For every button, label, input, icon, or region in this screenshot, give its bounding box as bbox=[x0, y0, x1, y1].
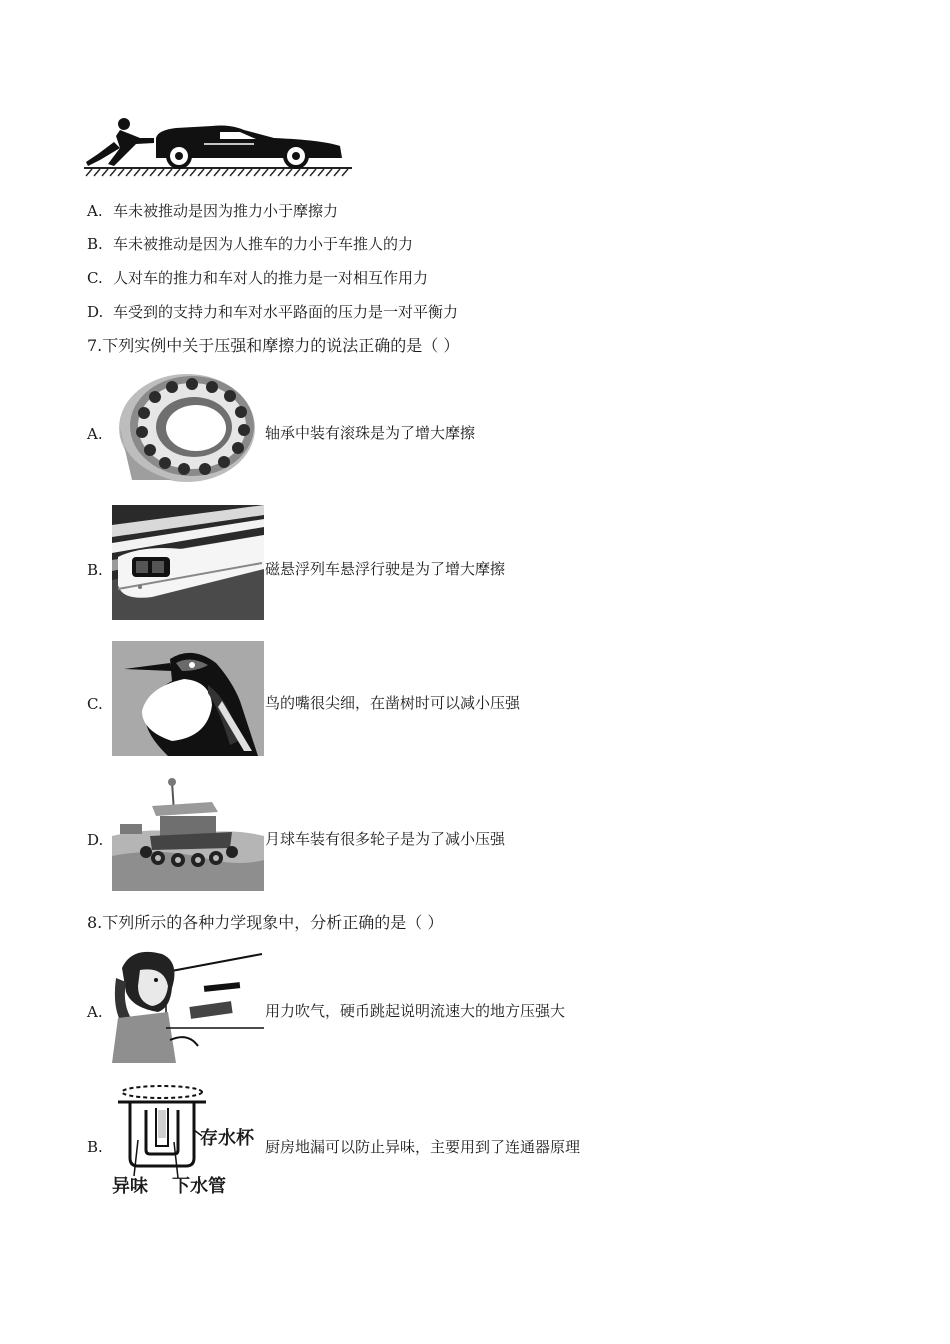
q8-option-b-letter: B. bbox=[87, 1138, 103, 1156]
q7-option-d-letter: D. bbox=[87, 831, 104, 849]
option-letter: A. bbox=[87, 202, 103, 220]
option-letter: D. bbox=[87, 303, 104, 321]
option-text: 车受到的支持力和车对水平路面的压力是一对平衡力 bbox=[113, 303, 459, 321]
q7-option-a-text: 轴承中装有滚珠是为了增大摩擦 bbox=[265, 424, 476, 442]
q7-option-b-text: 磁悬浮列车悬浮行驶是为了增大摩擦 bbox=[265, 560, 506, 578]
option-letter: C. bbox=[87, 269, 103, 287]
lunar-rover-image bbox=[112, 776, 264, 891]
person-pushing-car-figure bbox=[84, 116, 354, 180]
q7-option-b-letter: B. bbox=[87, 561, 103, 579]
q7-stem: 7.下列实例中关于压强和摩擦力的说法正确的是（ ） bbox=[87, 336, 460, 355]
maglev-train-image bbox=[112, 505, 264, 620]
option-text: 人对车的推力和车对人的推力是一对相互作用力 bbox=[113, 269, 429, 287]
q7-option-c-letter: C. bbox=[87, 695, 103, 713]
q6-option-d bbox=[87, 302, 458, 322]
drain-label-cup: 存水杯 bbox=[200, 1128, 254, 1149]
q7-option-c-text: 鸟的嘴很尖细，在凿树时可以减小压强 bbox=[265, 694, 521, 712]
q8-option-a-text: 用力吹气，硬币跳起说明流速大的地方压强大 bbox=[265, 1002, 566, 1020]
woodpecker-image bbox=[112, 641, 264, 756]
option-letter: B. bbox=[87, 235, 103, 253]
option-text: 车未被推动是因为推力小于摩擦力 bbox=[113, 202, 339, 220]
q6-option-a bbox=[87, 201, 338, 221]
q8-stem: 8.下列所示的各种力学现象中，分析正确的是（ ） bbox=[87, 913, 444, 932]
girl-blowing-coin-image bbox=[112, 948, 264, 1063]
drain-label-smell: 异味 bbox=[112, 1176, 148, 1197]
q8-option-b-text: 厨房地漏可以防止异味，主要用到了连通器原理 bbox=[265, 1138, 581, 1156]
q7-option-a-letter: A. bbox=[87, 425, 103, 443]
ball-bearing-image bbox=[112, 370, 262, 485]
q7-option-d-text: 月球车装有很多轮子是为了减小压强 bbox=[265, 830, 506, 848]
q6-option-c bbox=[87, 268, 428, 288]
q6-option-b bbox=[87, 234, 413, 254]
option-text: 车未被推动是因为人推车的力小于车推人的力 bbox=[113, 235, 414, 253]
drain-label-pipe: 下水管 bbox=[172, 1176, 226, 1197]
q8-option-a-letter: A. bbox=[87, 1003, 103, 1021]
